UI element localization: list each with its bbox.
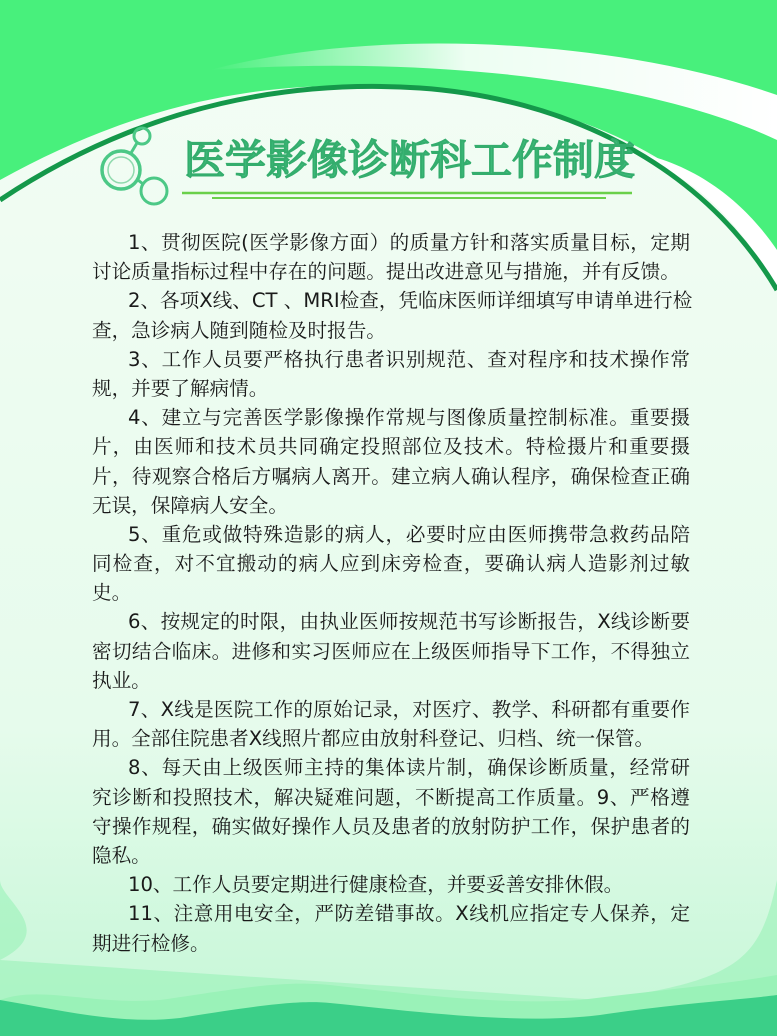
rule-line: 6、按规定的时限，由执业医师按规范书写诊断报告，X线诊断要	[128, 610, 690, 634]
rule-line: 隐私。	[92, 843, 151, 867]
rule-paragraph	[92, 607, 690, 695]
rule-line: 讨论质量指标过程中存在的问题。提出改进意见与措施，并有反馈。	[92, 260, 680, 284]
rule-line: 4、建立与完善医学影像操作常规与图像质量控制标准。重要摄	[128, 406, 690, 430]
rule-paragraph	[92, 345, 690, 403]
rule-line: 究诊断和投照技术，解决疑难问题，不断提高工作质量。9、严格遵	[92, 785, 690, 809]
rule-line: 1、贯彻医院(医学影像方面）的质量方针和落实质量目标，定期	[128, 231, 690, 254]
rules-body	[92, 228, 693, 958]
rule-paragraph	[92, 403, 690, 520]
rule-line: 7、X线是医院工作的原始记录，对医疗、教学、科研都有重要作	[128, 698, 690, 721]
rule-line: 10、工作人员要定期进行健康检查，并要妥善安排休假。	[128, 873, 624, 897]
rule-line: 查，急诊病人随到随检及时报告。	[92, 318, 386, 342]
rule-line: 片，由医师和技术员共同确定投照部位及技术。特检摄片和重要摄	[92, 435, 690, 459]
rule-line: 3、工作人员要严格执行患者识别规范、查对程序和技术操作常	[128, 347, 690, 371]
rule-line: 史。	[92, 581, 132, 605]
rule-line: 期进行检修。	[92, 931, 210, 955]
rule-paragraph	[92, 228, 690, 286]
rule-line: 规，并要了解病情。	[92, 376, 269, 400]
rule-paragraph	[92, 520, 690, 608]
rule-line: 无误，保障病人安全。	[92, 493, 288, 517]
rule-line: 用。全部住院患者X线照片都应由放射科登记、归档、统一保管。	[92, 727, 655, 751]
rule-line: 片，待观察合格后方嘱病人离开。建立病人确认程序，确保检查正确	[92, 464, 690, 488]
rule-paragraph	[92, 695, 690, 753]
rule-line: 执业。	[92, 668, 151, 692]
rule-paragraph	[92, 870, 690, 899]
rule-line: 2、各项X线、CT 、MRI检查，凭临床医师详细填写申请单进行检	[128, 289, 693, 313]
rule-line: 密切结合临床。进修和实习医师应在上级医师指导下工作，不得独立	[92, 639, 690, 663]
rule-line: 守操作规程，确实做好操作人员及患者的放射防护工作，保护患者的	[92, 814, 690, 838]
rule-paragraph	[92, 286, 693, 344]
rule-line: 5、重危或做特殊造影的病人，必要时应由医师携带急救药品陪	[128, 522, 690, 546]
page-title: 医学影像诊断科工作制度	[184, 136, 635, 184]
rule-line: 同检查，对不宜搬动的病人应到床旁检查，要确认病人造影剂过敏	[92, 552, 690, 576]
rule-line: 8、每天由上级医师主持的集体读片制，确保诊断质量，经常研	[128, 756, 690, 780]
rule-line: 11、注意用电安全，严防差错事故。X线机应指定专人保养，定	[128, 902, 690, 926]
rule-paragraph	[92, 899, 690, 957]
rule-paragraph	[92, 753, 690, 870]
